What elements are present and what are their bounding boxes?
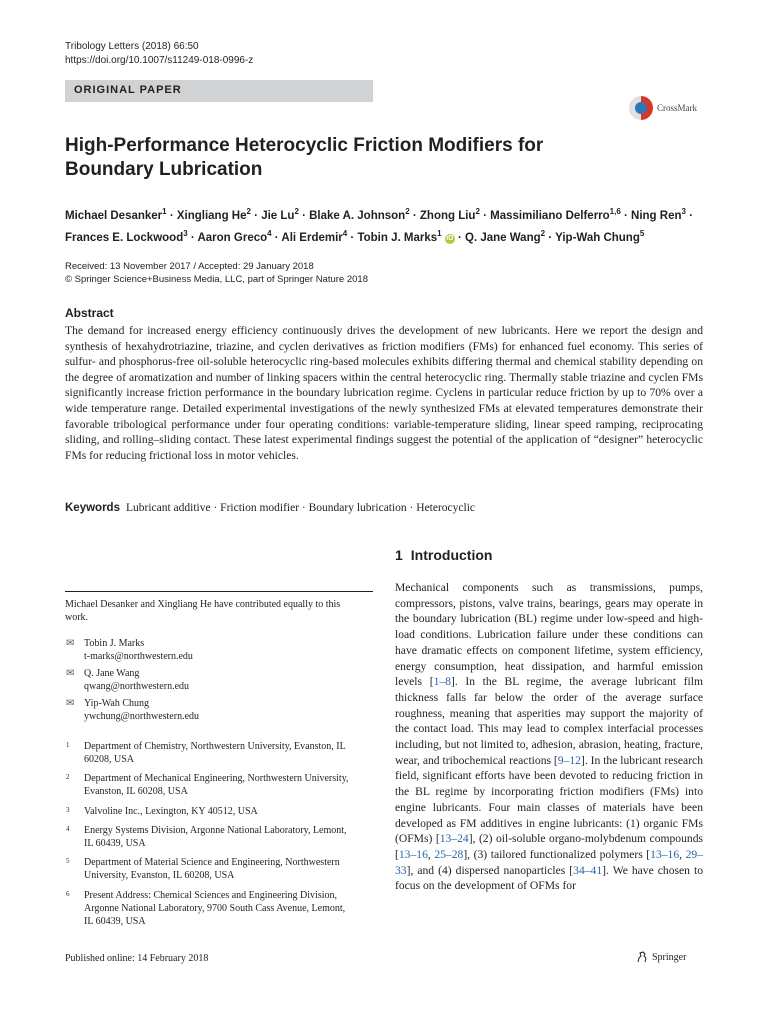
author-name: Ning Ren (631, 209, 682, 222)
author-name: Massimiliano Delferro (490, 209, 610, 222)
envelope-icon: ✉ (66, 698, 75, 709)
affiliation-number: 6 (66, 890, 70, 898)
affiliation (66, 824, 366, 850)
corr-name: Yip-Wah Chung (84, 698, 150, 709)
body-text: ], (3) tailored functionalized polymers [ (463, 847, 651, 861)
body-text: ], and (4) dispersed nanoparticles [ (406, 863, 574, 877)
crossmark-badge[interactable] (629, 94, 705, 122)
author-affiliation-mark: 1 (162, 207, 167, 216)
affiliation (66, 772, 366, 798)
crossmark-label: CrossMark (657, 103, 697, 113)
author-affiliation-mark: 4 (267, 228, 272, 238)
abstract-heading: Abstract (65, 306, 114, 320)
springer-horse-icon (636, 951, 648, 963)
author-name: Zhong Liu (419, 209, 476, 222)
copyright-line: © Springer Science+Business Media, LLC, part of Springer Nature 2018 (65, 274, 368, 285)
citation-link[interactable]: 13–16 (650, 847, 680, 861)
author-affiliation-mark: 1,6 (609, 207, 621, 216)
doi-link[interactable]: https://doi.org/10.1007/s11249-018-0996-z (65, 55, 254, 66)
citation-link[interactable]: 13–16 (398, 847, 428, 861)
corr-email[interactable]: qwang@northwestern.edu (84, 681, 190, 692)
affiliation (66, 856, 366, 882)
affiliation-number: 2 (66, 773, 70, 781)
author-affiliation-mark: 2 (294, 207, 299, 216)
keywords-label: Keywords (65, 502, 120, 514)
affiliation-number: 1 (66, 741, 70, 749)
section-title: Introduction (410, 547, 493, 563)
author-name: Yip-Wah Chung (555, 231, 640, 244)
affiliation-text: Valvoline Inc., Lexington, KY 40512, USA (84, 806, 258, 817)
introduction-text (395, 580, 703, 894)
citation-link[interactable]: 13–24 (439, 832, 469, 846)
citation-link[interactable]: 34–41 (573, 863, 603, 877)
author-name: Jie Lu (261, 209, 295, 222)
published-date: Published online: 14 February 2018 (65, 953, 209, 964)
affiliation-text: Department of Material Science and Engineering, Northwestern University, Evanston, IL 60208, USA (84, 857, 340, 881)
author-affiliation-mark: 3 (681, 207, 686, 216)
author-name: Tobin J. Marks (357, 231, 438, 244)
body-text: ]. In the BL regime, the average lubricant film thickness falls far below the order of the average surface roughness, meaning that asperities may support the majority of the contact load. This may lead to complex interfacial processes including, but not limited to, adhesion, abrasion, heating, fracture, wear, and tribochemical reactions [ (395, 675, 703, 767)
corr-name: Q. Jane Wang (84, 668, 140, 679)
citation-link[interactable]: 1–8 (433, 675, 451, 689)
body-text: ]. In the lubricant research field, significant efforts have been devoted to reducing friction in the BL regime by incorporating friction modifiers (FMs) into engine lubricants. Four main classes of materials have been developed as FM additives in engine lubricants: (1) organic FMs (OFMs) [ (395, 753, 703, 846)
body-text: ], (2) oil-soluble organo-molybdenum compounds [ (395, 832, 704, 861)
affiliation-text: Energy Systems Division, Argonne National Laboratory, Lemont, IL 60439, USA (84, 825, 347, 849)
journal-citation: Tribology Letters (2018) 66:50 (65, 41, 199, 52)
paper-title: High-Performance Heterocyclic Friction Modifiers for Boundary Lubrication (65, 135, 544, 180)
correspondence-entry (66, 667, 366, 693)
equal-contribution-note: Michael Desanker and Xingliang He have contributed equally to this work. (65, 599, 341, 623)
author-affiliation-mark: 2 (540, 228, 546, 238)
body-text: Mechanical components such as transmissions, pumps, compressors, pistons, valve trains, bearings, gears may operate in the boundary lubrication (BL) regime under low-speed and high-load conditions. Lubrication failure under these conditions can have dramatic effects on component lifetime, system efficiency, energy consumption, heat dissipation, and harmful emission levels [ (395, 581, 703, 689)
received-accepted: Received: 13 November 2017 / Accepted: 29 January 2018 (65, 261, 314, 272)
envelope-icon: ✉ (66, 638, 75, 649)
corr-email[interactable]: ywchung@northwestern.edu (84, 711, 200, 722)
author-list: Michael Desanker$^1$ · Xingliang $He^2$ · Jie $Lu^2$ · Blake A. Johnson$^2$ · Zhong Liu$^2$ · Massimiliano Delferro$^{1,6}$ · Ning Ren$^3$ · Frances E. Lockwood$^3$ · Aaron Greco$^4$ · Ali Erdemir$^4$ · Tobin J. Marks$^1$ iD · Q. Jane Wang$^2$ · Yip-Wah Chung$^5$ (65, 207, 693, 244)
orcid-icon[interactable]: iD (446, 234, 454, 242)
author-affiliation-mark: 2 (475, 207, 480, 216)
affiliation-text: Department of Mechanical Engineering, Northwestern University, Evanston, IL 60208, USA (84, 773, 349, 797)
section-number: 1 (395, 547, 403, 563)
affiliation (66, 889, 366, 928)
publisher-name: Springer (652, 951, 687, 963)
author-affiliation-mark: 2 (405, 207, 410, 216)
corr-name: Tobin J. Marks (84, 638, 145, 649)
abstract-text: The demand for increased energy efficiency continuously drives the development of new lubricants. Here we report the design and synthesis of hexahydrotriazine, triazine, and cyclen derivatives as friction modifiers (FMs) for enhanced fuel economy. This series of sulfur- and phosphorus-free oil-soluble heterocyclic ring-based molecules exhibits differing thermal and chemical stability depending on the degree of aromatization and number of linking spacers within the central heterocyclic ring. Thermally stable triazine and cyclen FMs significantly increase friction performance in the boundary lubrication regime. Cyclens in particular reduce friction by up to 70% over a wide temperature range. Detailed experimental investigations of the newly synthesized FMs at elevated temperatures demonstrate their favorable tribological performance under four operating conditions: variable-temperature sliding, linear speed ramping, reciprocating sliding, and rolling–sliding contact. These latest experimental findings suggest the potential of the application of “designer” heterocyclic FMs for reducing frictional loss in motor vehicles. (65, 324, 703, 462)
affiliation-number: 5 (66, 857, 70, 865)
author-name: Blake A. Johnson (309, 209, 406, 222)
citation-link[interactable]: 9–12 (557, 753, 581, 767)
affiliation-text: Department of Chemistry, Northwestern University, Evanston, IL 60208, USA (84, 741, 346, 765)
affiliation-number: 3 (66, 806, 70, 814)
author-affiliation-mark: 5 (639, 228, 645, 238)
author-affiliation-mark: 2 (246, 207, 251, 216)
body-text: , (679, 847, 686, 861)
author-name: Aaron Greco (197, 231, 268, 244)
author-name: Michael Desanker (65, 209, 163, 222)
introduction-heading (395, 547, 492, 563)
correspondence-entry (66, 637, 366, 663)
author-name: Q. Jane Wang (465, 231, 541, 244)
affiliation-text: Present Address: Chemical Sciences and Engineering Division, Argonne National Laboratory, 9700 South Cass Avenue, Lemont, IL 60439, USA (84, 890, 346, 927)
correspondence-entry (66, 697, 366, 723)
keywords (65, 501, 475, 516)
citation-link[interactable]: 25–28 (434, 847, 464, 861)
footnote-divider (65, 591, 373, 592)
author-name: Frances E. Lockwood (65, 231, 184, 244)
crossmark-icon (629, 96, 653, 120)
springer-logo (636, 951, 686, 963)
affiliation-number: 4 (66, 825, 70, 833)
author-name: Xingliang He (176, 209, 247, 222)
author-affiliation-mark: 1 (437, 228, 442, 238)
author-affiliation-mark: 4 (342, 228, 348, 238)
affiliation (66, 805, 366, 818)
citation-link[interactable]: 29–33 (395, 847, 703, 877)
journal-header (65, 40, 253, 68)
body-text: ]. We have chosen to focus on the development of OFMs for (395, 863, 703, 893)
body-text: , (427, 847, 435, 861)
affiliation (66, 740, 366, 766)
author-name: Ali Erdemir (281, 231, 343, 244)
keywords-text: Lubricant additive · Friction modifier · Boundary lubrication · Heterocyclic (125, 502, 476, 514)
paper-type-label: ORIGINAL PAPER (74, 84, 182, 96)
envelope-icon: ✉ (66, 668, 75, 679)
article-dates (65, 260, 368, 286)
author-affiliation-mark: 3 (183, 228, 188, 238)
corr-email[interactable]: t-marks@northwestern.edu (84, 651, 193, 662)
